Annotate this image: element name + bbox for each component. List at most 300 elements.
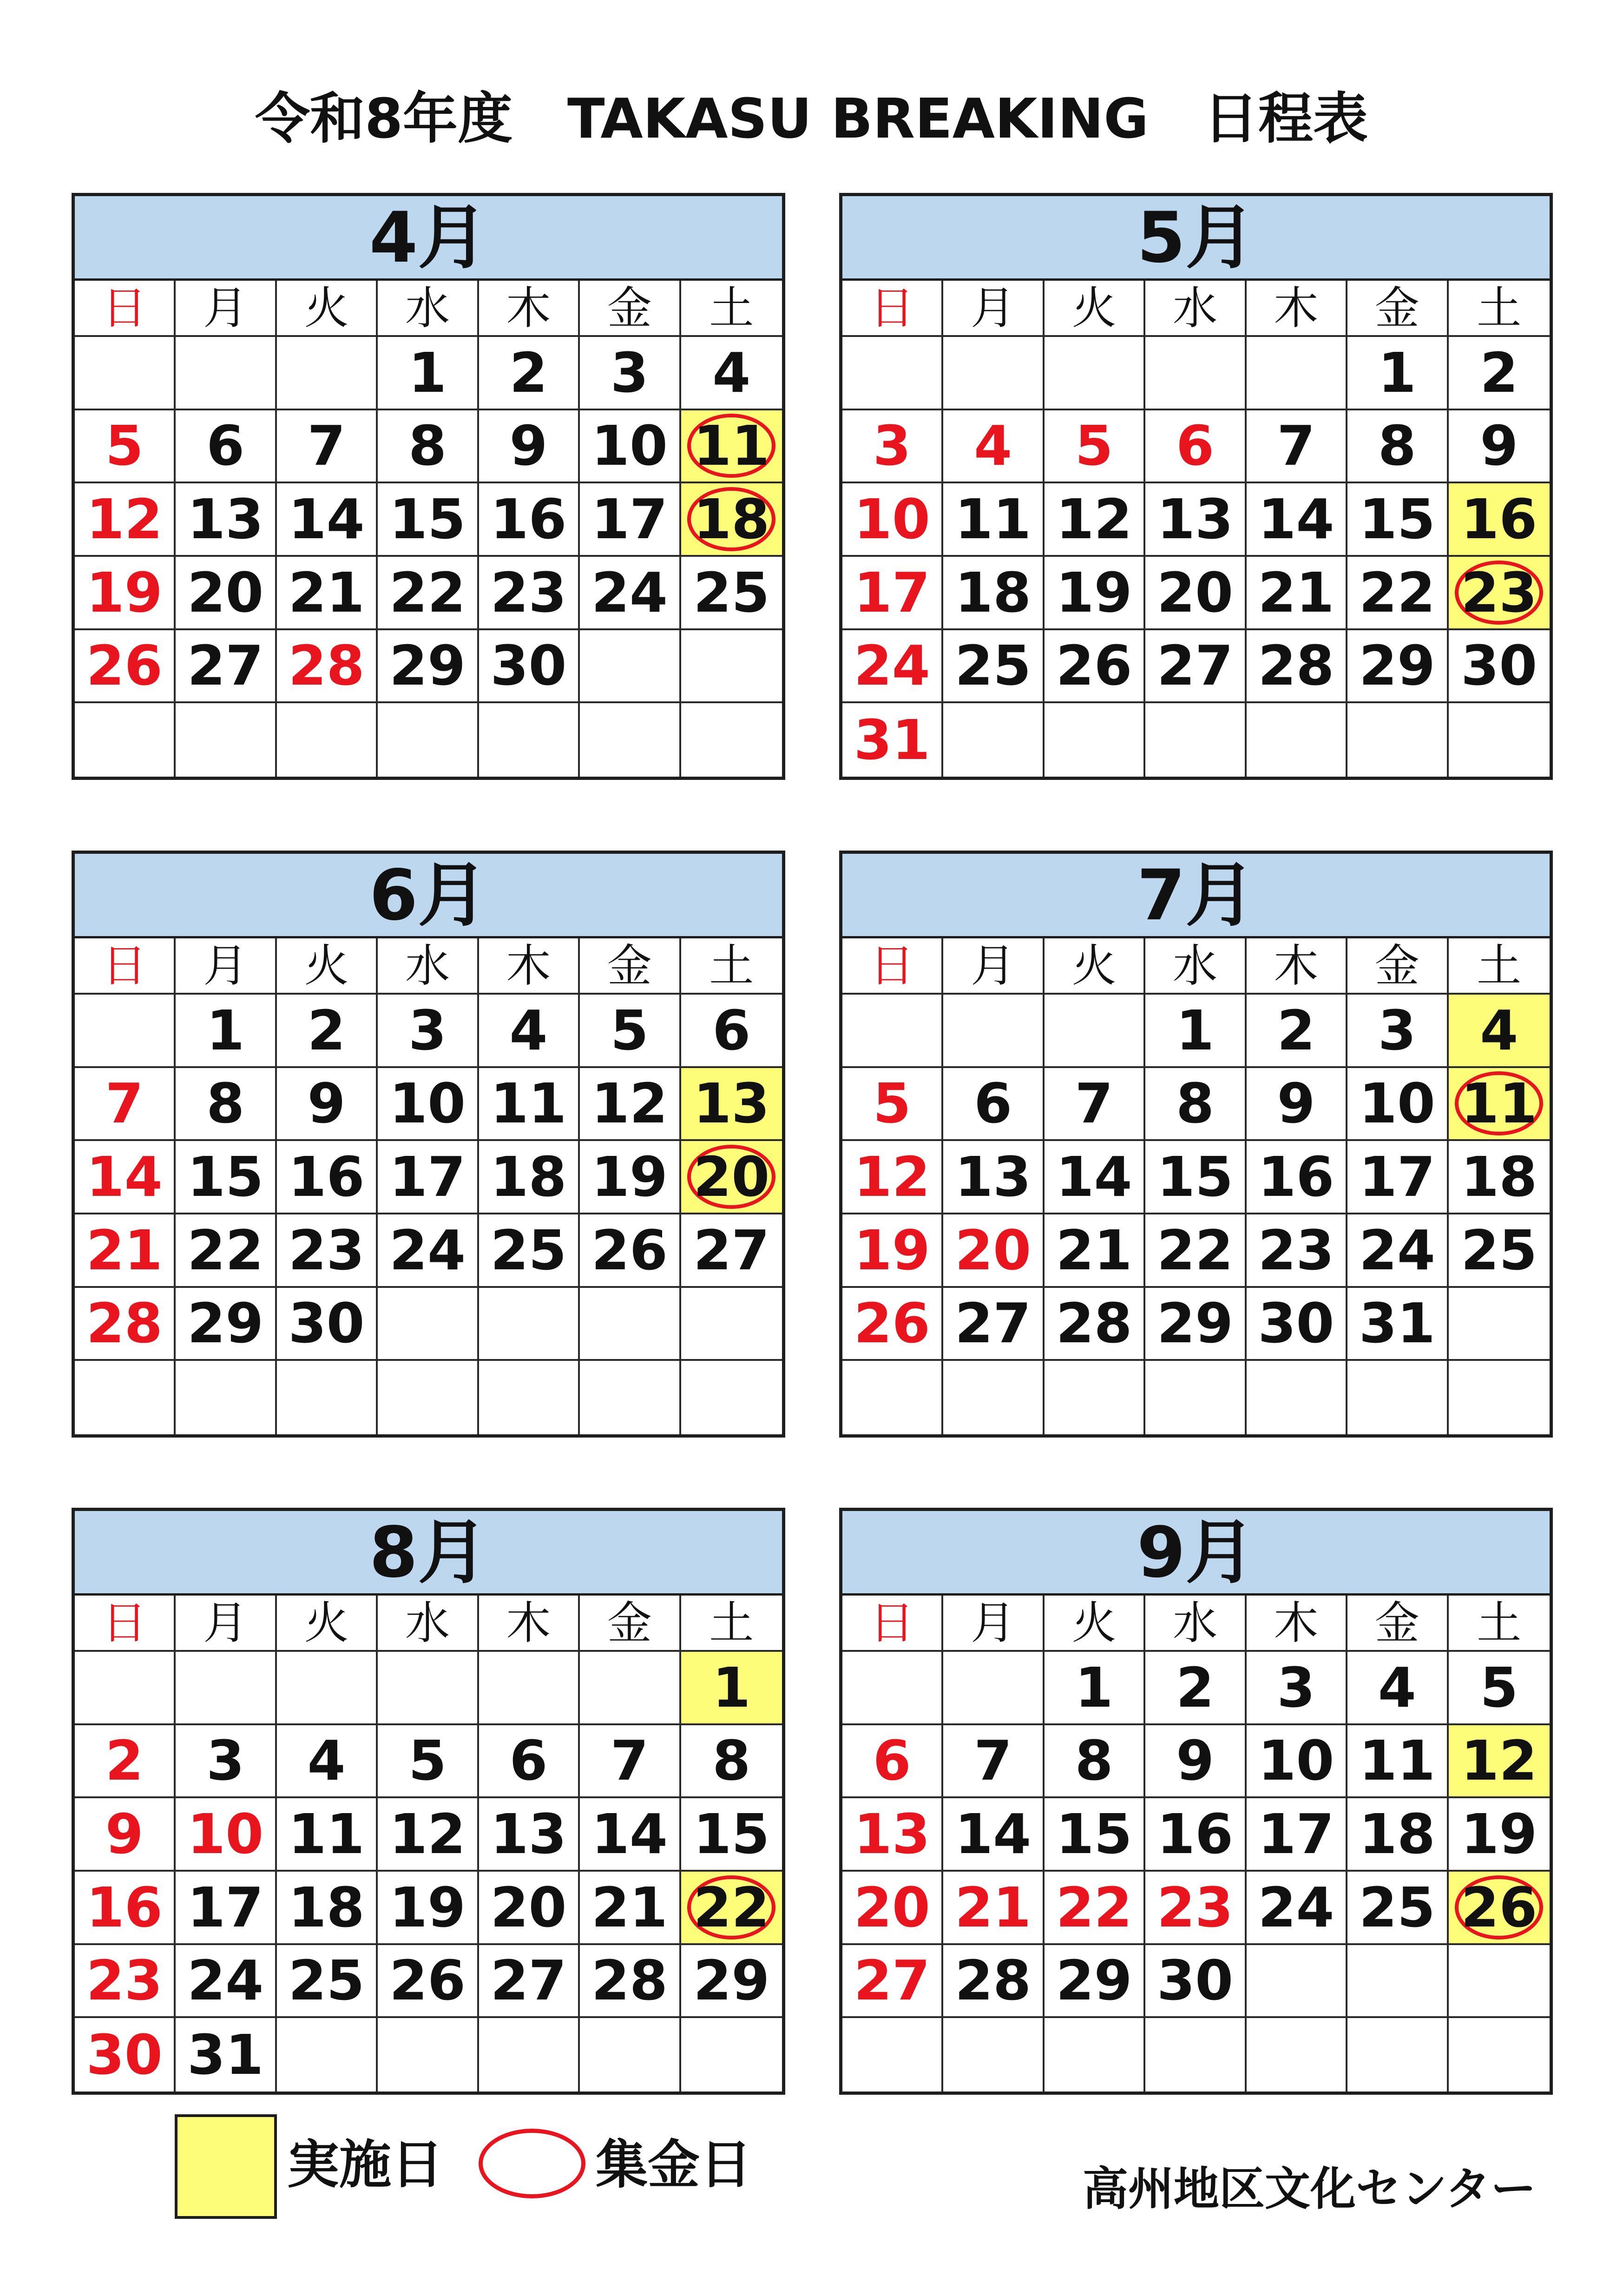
day-number: 28 <box>1258 633 1334 698</box>
day-cell <box>479 1725 580 1799</box>
day-cell <box>1247 2018 1347 2091</box>
month-calendar <box>839 1508 1553 2095</box>
weekday-header: 木 <box>479 281 580 337</box>
day-number: 20 <box>187 560 264 625</box>
day-number: 22 <box>187 1218 264 1282</box>
day-cell <box>1449 1068 1550 1141</box>
day-cell <box>1145 1214 1246 1288</box>
day-number: 4 <box>307 1729 346 1793</box>
day-number: 8 <box>1176 1071 1215 1136</box>
day-cell <box>176 1798 276 1872</box>
day-number: 19 <box>86 560 163 625</box>
day-number: 12 <box>389 1802 466 1867</box>
weekday-header: 木 <box>1247 1596 1347 1652</box>
day-cell <box>75 410 176 484</box>
weekday-header: 水 <box>1145 281 1246 337</box>
weekday-header: 土 <box>681 938 782 995</box>
day-cell <box>479 337 580 410</box>
day-number: 27 <box>490 1948 567 2013</box>
day-cell <box>1045 703 1145 777</box>
day-cell <box>842 1068 943 1141</box>
day-number: 22 <box>389 560 466 625</box>
day-cell <box>378 1361 479 1434</box>
day-cell <box>681 1288 782 1361</box>
day-cell <box>1247 703 1347 777</box>
day-cell <box>1347 1068 1448 1141</box>
day-number: 25 <box>490 1218 567 1282</box>
day-cell <box>1145 2018 1246 2091</box>
weekday-header: 金 <box>580 1596 681 1652</box>
day-cell <box>1449 1872 1550 1945</box>
day-cell <box>1045 1288 1145 1361</box>
day-number: 13 <box>693 1071 770 1136</box>
day-cell <box>1145 1872 1246 1945</box>
day-cell <box>176 1945 276 2019</box>
day-cell <box>75 1652 176 1725</box>
day-cell <box>1449 995 1550 1068</box>
day-cell <box>1449 1141 1550 1214</box>
day-number: 15 <box>1056 1802 1132 1867</box>
day-cell <box>176 410 276 484</box>
day-number: 28 <box>1056 1291 1132 1356</box>
day-cell <box>1247 1214 1347 1288</box>
day-cell <box>75 1798 176 1872</box>
day-number: 25 <box>693 560 770 625</box>
day-cell <box>1347 483 1448 557</box>
day-cell <box>479 1068 580 1141</box>
day-number: 7 <box>610 1729 649 1793</box>
day-number: 15 <box>693 1802 770 1867</box>
day-cell <box>842 337 943 410</box>
day-number: 5 <box>610 998 649 1062</box>
day-number: 4 <box>509 998 548 1062</box>
day-number: 11 <box>955 487 1032 552</box>
day-number: 1 <box>206 998 245 1062</box>
day-number: 30 <box>288 1291 365 1356</box>
day-number: 16 <box>1258 1145 1334 1209</box>
month-title: 6月 <box>75 854 782 938</box>
month-day-grid <box>75 1596 782 2091</box>
day-cell <box>277 410 378 484</box>
day-number: 10 <box>591 414 668 478</box>
day-number: 26 <box>1461 1875 1538 1940</box>
day-cell <box>1449 1214 1550 1288</box>
weekday-header: 火 <box>277 1596 378 1652</box>
day-cell <box>1247 1945 1347 2019</box>
day-number: 1 <box>408 340 447 405</box>
day-cell <box>75 630 176 704</box>
weekday-header: 土 <box>1449 281 1550 337</box>
weekday-header: 火 <box>1045 281 1145 337</box>
day-number: 17 <box>854 560 930 625</box>
weekday-header: 木 <box>1247 281 1347 337</box>
day-cell <box>580 1652 681 1725</box>
month-title: 9月 <box>842 1511 1550 1596</box>
day-cell <box>176 995 276 1068</box>
day-cell <box>681 557 782 630</box>
weekday-header: 月 <box>176 281 276 337</box>
day-number: 16 <box>490 487 567 552</box>
day-cell <box>842 703 943 777</box>
day-cell <box>580 557 681 630</box>
day-number: 5 <box>105 414 144 478</box>
day-cell <box>176 1725 276 1799</box>
day-number: 12 <box>1461 1729 1538 1793</box>
weekday-header: 土 <box>681 281 782 337</box>
day-cell <box>1449 1361 1550 1434</box>
day-number: 6 <box>873 1729 911 1793</box>
day-number: 20 <box>693 1145 770 1209</box>
day-number: 7 <box>974 1729 1012 1793</box>
month-title: 5月 <box>842 196 1550 281</box>
day-number: 16 <box>288 1145 365 1209</box>
day-cell <box>1045 410 1145 484</box>
day-cell <box>277 1214 378 1288</box>
day-number: 3 <box>408 998 447 1062</box>
day-cell <box>378 1725 479 1799</box>
day-number: 24 <box>187 1948 264 2013</box>
organization-name: 高州地区文化センター <box>1083 2163 1537 2216</box>
day-cell <box>176 1068 276 1141</box>
day-number: 22 <box>693 1875 770 1940</box>
day-cell <box>943 1068 1044 1141</box>
day-cell <box>1449 557 1550 630</box>
day-number: 9 <box>1277 1071 1315 1136</box>
weekday-header: 日 <box>75 281 176 337</box>
day-number: 9 <box>307 1071 346 1136</box>
day-number: 21 <box>1258 560 1334 625</box>
day-number: 2 <box>1176 1655 1215 1720</box>
day-number: 20 <box>1156 560 1234 625</box>
day-number: 11 <box>288 1802 365 1867</box>
day-number: 30 <box>1461 633 1538 698</box>
day-cell <box>1145 1361 1246 1434</box>
day-number: 20 <box>490 1875 567 1940</box>
day-cell <box>580 483 681 557</box>
day-cell <box>842 557 943 630</box>
day-cell <box>681 483 782 557</box>
day-cell <box>1045 1652 1145 1725</box>
day-number: 16 <box>1461 487 1538 552</box>
day-cell <box>1247 1361 1347 1434</box>
day-cell <box>1045 1214 1145 1288</box>
day-number: 10 <box>1359 1071 1435 1136</box>
day-cell <box>277 630 378 704</box>
day-number: 6 <box>712 998 751 1062</box>
weekday-header: 水 <box>378 1596 479 1652</box>
day-cell <box>176 2018 276 2091</box>
day-number: 23 <box>1156 1875 1234 1940</box>
day-cell <box>378 483 479 557</box>
day-cell <box>1145 630 1246 704</box>
day-cell <box>1045 1798 1145 1872</box>
page-title: 令和8年度 TAKASU BREAKING 日程表 <box>255 86 1368 151</box>
weekday-header: 金 <box>1347 938 1448 995</box>
day-number: 3 <box>873 414 911 478</box>
day-cell <box>1449 1945 1550 2019</box>
day-cell <box>580 1068 681 1141</box>
weekday-header: 金 <box>1347 281 1448 337</box>
day-cell <box>479 630 580 704</box>
day-number: 18 <box>1461 1145 1538 1209</box>
month-calendar <box>72 193 785 780</box>
day-number: 23 <box>1461 560 1538 625</box>
day-number: 5 <box>1480 1655 1518 1720</box>
day-cell <box>1045 2018 1145 2091</box>
day-number: 5 <box>873 1071 911 1136</box>
day-cell <box>1449 2018 1550 2091</box>
weekday-header: 月 <box>943 281 1044 337</box>
day-number: 10 <box>854 487 930 552</box>
day-cell <box>1347 1141 1448 1214</box>
weekday-header: 日 <box>842 1596 943 1652</box>
day-number: 1 <box>1075 1655 1113 1720</box>
day-cell <box>1247 410 1347 484</box>
day-cell <box>580 1214 681 1288</box>
day-number: 8 <box>206 1071 245 1136</box>
day-cell <box>277 557 378 630</box>
day-cell <box>1045 557 1145 630</box>
day-number: 1 <box>1378 340 1416 405</box>
day-cell <box>1347 1652 1448 1725</box>
day-number: 15 <box>187 1145 264 1209</box>
weekday-header: 金 <box>580 281 681 337</box>
day-number: 17 <box>389 1145 466 1209</box>
day-cell <box>1449 1725 1550 1799</box>
day-cell <box>1347 630 1448 704</box>
day-cell <box>1045 1725 1145 1799</box>
day-cell <box>75 1945 176 2019</box>
day-number: 31 <box>187 2023 264 2087</box>
day-number: 30 <box>1258 1291 1334 1356</box>
day-number: 4 <box>1480 998 1518 1062</box>
day-number: 17 <box>187 1875 264 1940</box>
day-cell <box>1247 995 1347 1068</box>
day-cell <box>681 1214 782 1288</box>
day-number: 3 <box>206 1729 245 1793</box>
day-number: 14 <box>86 1145 163 1209</box>
day-cell <box>1449 630 1550 704</box>
day-cell <box>681 630 782 704</box>
day-number: 18 <box>693 487 770 552</box>
legend-collection-circle-icon <box>479 2129 585 2198</box>
day-cell <box>277 483 378 557</box>
day-cell <box>943 1288 1044 1361</box>
day-number: 23 <box>490 560 567 625</box>
day-cell <box>1145 1725 1246 1799</box>
legend-implementation-swatch <box>175 2114 277 2219</box>
day-cell <box>943 1872 1044 1945</box>
day-number: 6 <box>1176 414 1215 478</box>
day-cell <box>943 1361 1044 1434</box>
day-number: 13 <box>955 1145 1032 1209</box>
day-number: 13 <box>854 1802 930 1867</box>
day-cell <box>580 703 681 777</box>
day-cell <box>1045 1068 1145 1141</box>
day-cell <box>75 337 176 410</box>
day-cell <box>842 1725 943 1799</box>
weekday-header: 火 <box>1045 1596 1145 1652</box>
day-number: 11 <box>693 414 770 478</box>
day-cell <box>1145 337 1246 410</box>
day-cell <box>580 1945 681 2019</box>
day-cell <box>479 1214 580 1288</box>
day-cell <box>277 1798 378 1872</box>
day-cell <box>277 1725 378 1799</box>
weekday-header: 日 <box>842 938 943 995</box>
weekday-header: 土 <box>681 1596 782 1652</box>
day-number: 27 <box>854 1948 930 2013</box>
day-number: 14 <box>288 487 365 552</box>
day-cell <box>681 2018 782 2091</box>
day-cell <box>479 2018 580 2091</box>
day-cell <box>842 1141 943 1214</box>
day-cell <box>580 995 681 1068</box>
day-cell <box>479 995 580 1068</box>
day-number: 11 <box>1359 1729 1435 1793</box>
day-number: 25 <box>1359 1875 1435 1940</box>
day-cell <box>479 1945 580 2019</box>
day-cell <box>176 630 276 704</box>
day-number: 20 <box>955 1218 1032 1282</box>
weekday-header: 金 <box>1347 1596 1448 1652</box>
day-cell <box>681 1798 782 1872</box>
day-cell <box>943 410 1044 484</box>
weekday-header: 月 <box>176 1596 276 1652</box>
day-cell <box>176 1141 276 1214</box>
day-cell <box>1145 995 1246 1068</box>
day-cell <box>1045 1945 1145 2019</box>
day-cell <box>277 1068 378 1141</box>
month-title: 4月 <box>75 196 782 281</box>
weekday-header: 火 <box>277 938 378 995</box>
day-cell <box>176 703 276 777</box>
day-number: 8 <box>408 414 447 478</box>
day-number: 9 <box>509 414 548 478</box>
day-cell <box>681 410 782 484</box>
day-number: 2 <box>105 1729 144 1793</box>
day-number: 30 <box>1156 1948 1234 2013</box>
day-number: 7 <box>307 414 346 478</box>
day-cell <box>378 1214 479 1288</box>
day-cell <box>842 410 943 484</box>
day-cell <box>176 1872 276 1945</box>
day-cell <box>75 995 176 1068</box>
day-cell <box>479 1288 580 1361</box>
day-cell <box>176 1361 276 1434</box>
day-number: 10 <box>1258 1729 1334 1793</box>
day-number: 29 <box>1156 1291 1234 1356</box>
day-cell <box>1247 337 1347 410</box>
day-cell <box>277 2018 378 2091</box>
day-cell <box>378 995 479 1068</box>
day-cell <box>1145 1798 1246 1872</box>
weekday-header: 日 <box>75 1596 176 1652</box>
day-number: 29 <box>1056 1948 1132 2013</box>
day-cell <box>75 1872 176 1945</box>
day-number: 8 <box>712 1729 751 1793</box>
day-number: 24 <box>591 560 668 625</box>
day-number: 3 <box>610 340 649 405</box>
day-number: 20 <box>854 1875 930 1940</box>
day-cell <box>943 703 1044 777</box>
day-number: 4 <box>1378 1655 1416 1720</box>
day-number: 15 <box>1359 487 1435 552</box>
weekday-header: 日 <box>75 938 176 995</box>
day-cell <box>1449 483 1550 557</box>
day-cell <box>277 1141 378 1214</box>
day-number: 3 <box>1277 1655 1315 1720</box>
day-number: 10 <box>187 1802 264 1867</box>
day-cell <box>580 410 681 484</box>
day-cell <box>1145 1945 1246 2019</box>
day-number: 25 <box>1461 1218 1538 1282</box>
day-number: 3 <box>1378 998 1416 1062</box>
day-cell <box>479 1361 580 1434</box>
day-number: 24 <box>389 1218 466 1282</box>
day-cell <box>1145 483 1246 557</box>
day-cell <box>681 1725 782 1799</box>
day-number: 30 <box>490 633 567 698</box>
day-cell <box>1045 483 1145 557</box>
day-cell <box>479 1798 580 1872</box>
day-cell <box>1045 1361 1145 1434</box>
day-number: 29 <box>1359 633 1435 698</box>
day-cell <box>479 557 580 630</box>
day-cell <box>943 1725 1044 1799</box>
day-cell <box>842 630 943 704</box>
day-number: 28 <box>86 1291 163 1356</box>
weekday-header: 月 <box>943 1596 1044 1652</box>
day-cell <box>479 1652 580 1725</box>
day-number: 23 <box>288 1218 365 1282</box>
day-cell <box>943 557 1044 630</box>
day-number: 17 <box>1258 1802 1334 1867</box>
weekday-header: 火 <box>277 281 378 337</box>
day-cell <box>277 337 378 410</box>
day-number: 15 <box>389 487 466 552</box>
day-cell <box>943 2018 1044 2091</box>
day-cell <box>1449 1652 1550 1725</box>
day-cell <box>1347 1872 1448 1945</box>
day-cell <box>842 1652 943 1725</box>
day-cell <box>277 1872 378 1945</box>
day-number: 19 <box>389 1875 466 1940</box>
day-cell <box>842 1361 943 1434</box>
day-cell <box>580 1288 681 1361</box>
day-cell <box>842 1288 943 1361</box>
day-cell <box>580 337 681 410</box>
month-day-grid <box>842 281 1550 777</box>
day-cell <box>277 703 378 777</box>
day-cell <box>1347 995 1448 1068</box>
weekday-header: 土 <box>1449 938 1550 995</box>
day-cell <box>378 630 479 704</box>
day-cell <box>1145 1141 1246 1214</box>
day-cell <box>1347 557 1448 630</box>
day-cell <box>378 703 479 777</box>
day-cell <box>75 1214 176 1288</box>
day-cell <box>681 337 782 410</box>
day-cell <box>842 1214 943 1288</box>
day-cell <box>842 995 943 1068</box>
day-cell <box>1247 1068 1347 1141</box>
weekday-header: 月 <box>943 938 1044 995</box>
day-cell <box>1247 483 1347 557</box>
day-cell <box>176 1214 276 1288</box>
month-calendar <box>72 851 785 1438</box>
day-number: 17 <box>1359 1145 1435 1209</box>
